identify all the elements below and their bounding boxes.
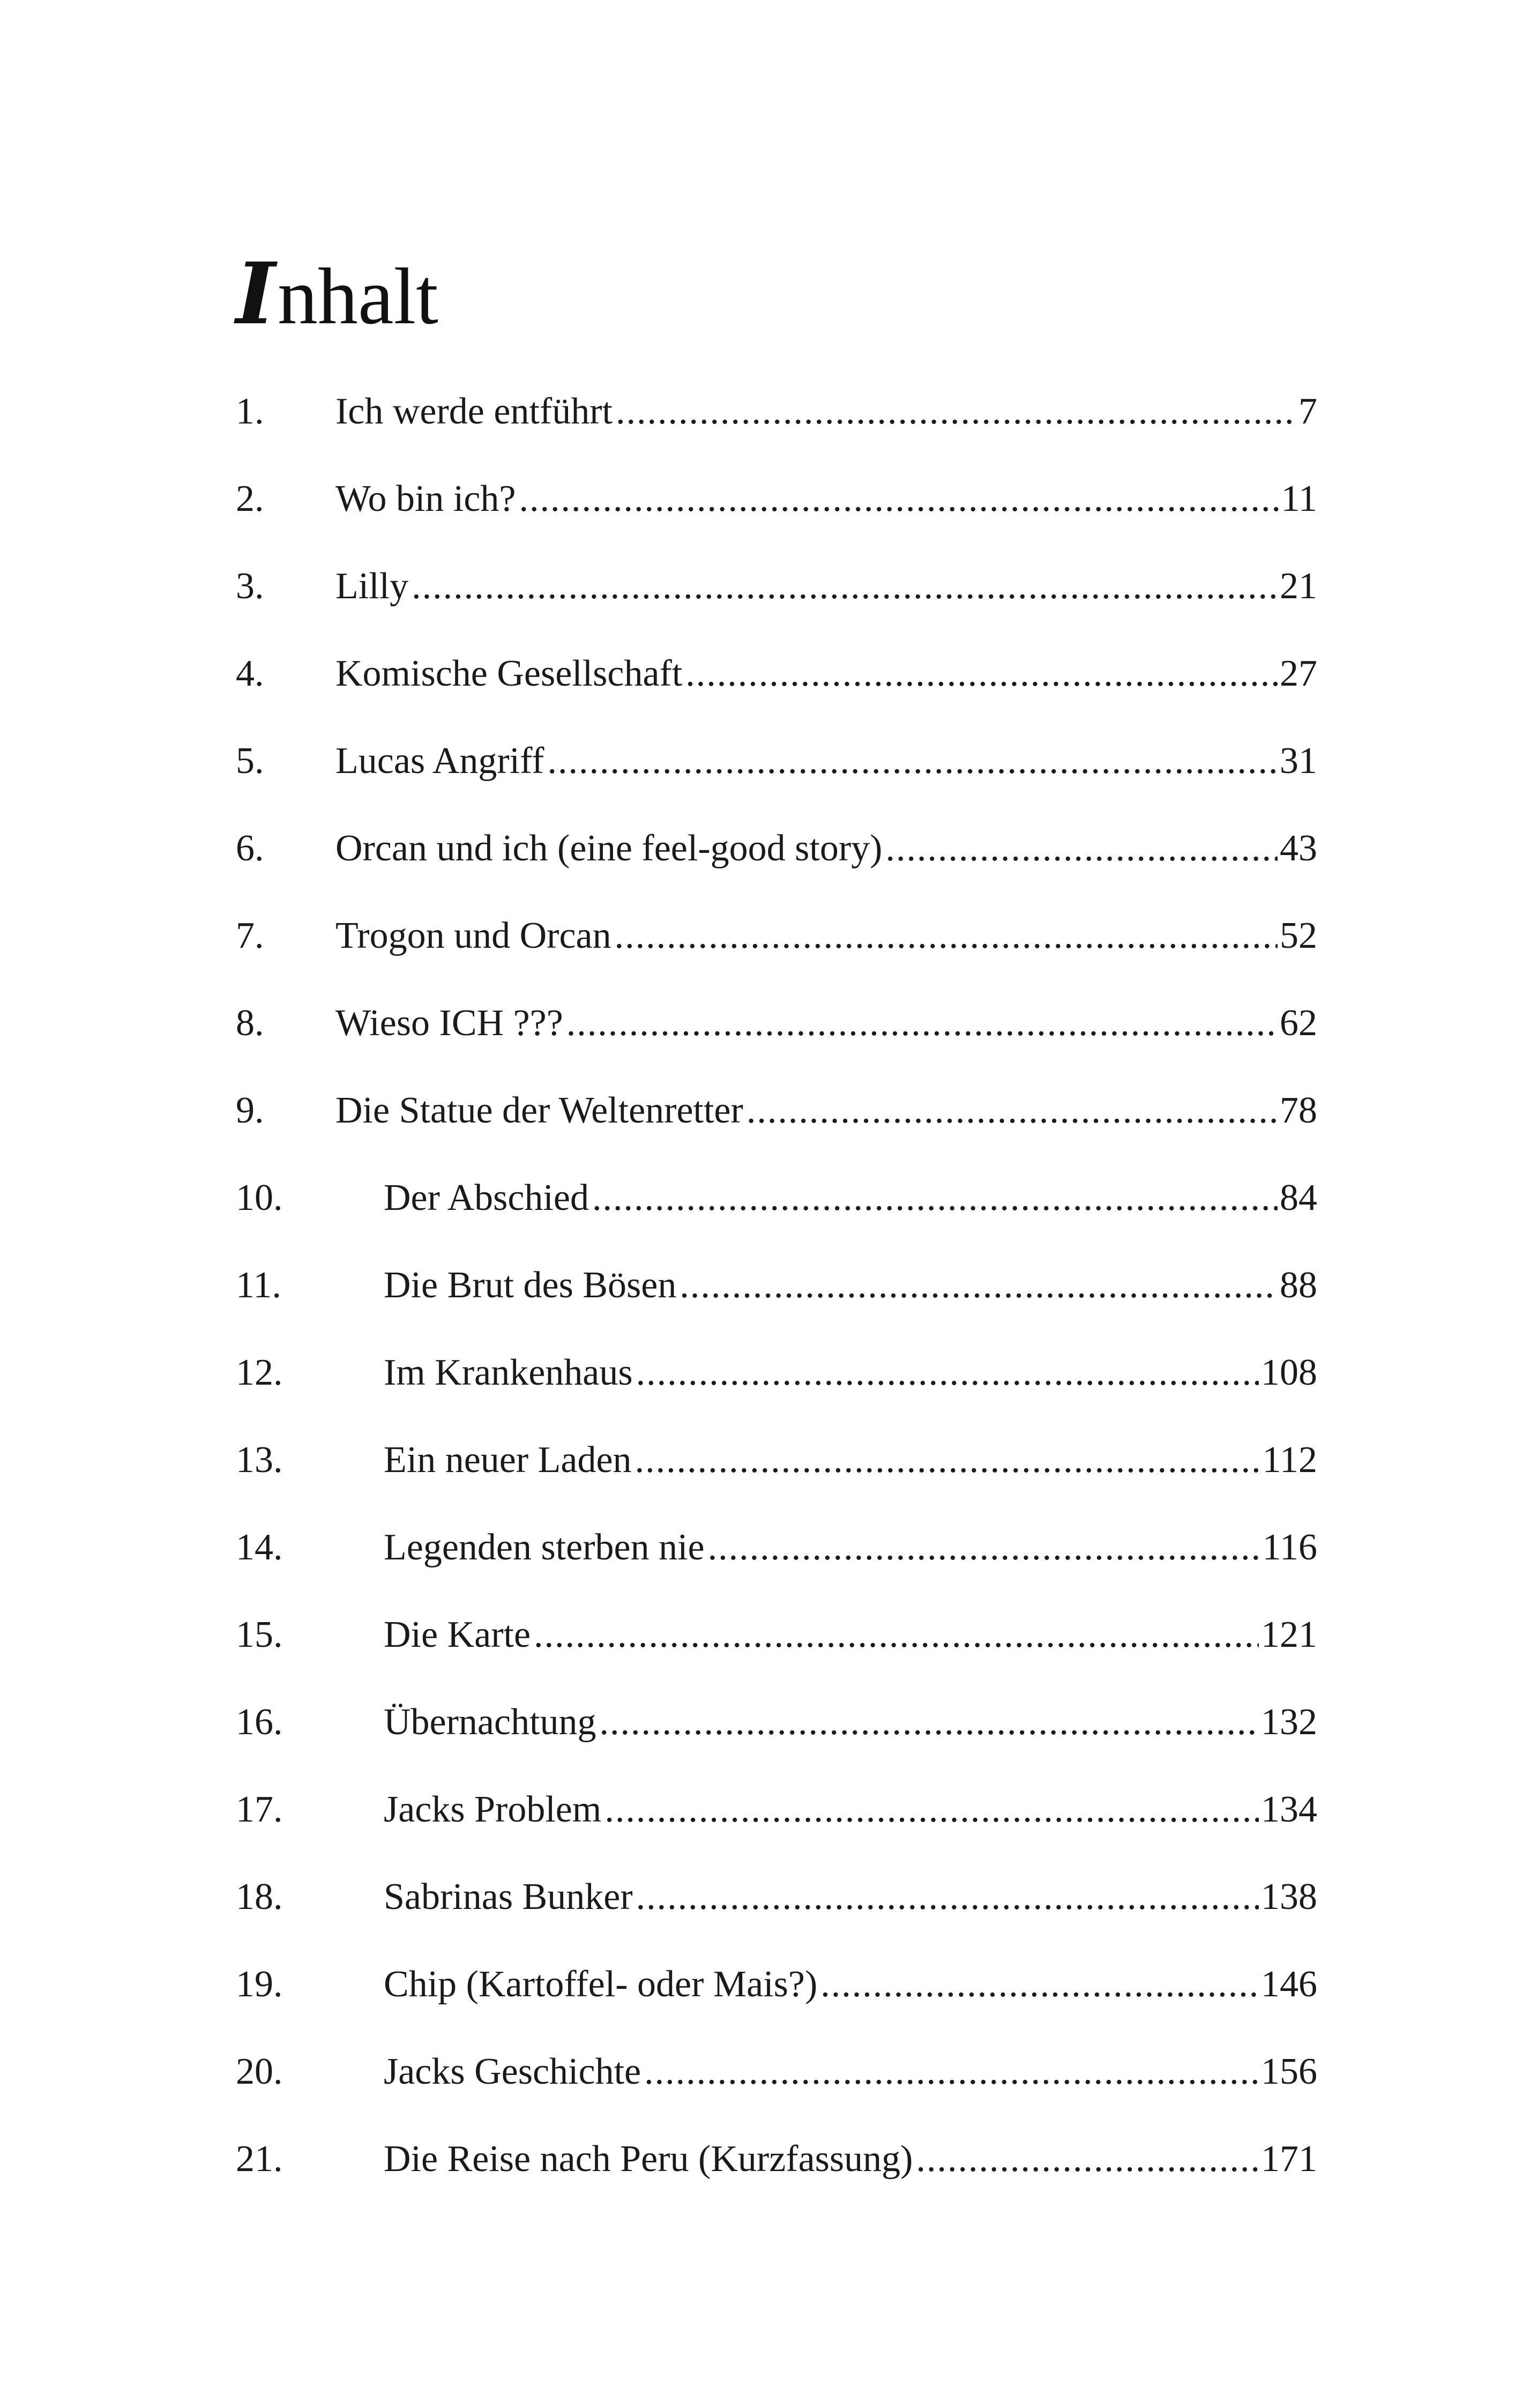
toc-entry-page-number: 78 xyxy=(1280,1090,1317,1131)
toc-dot-leader xyxy=(600,1697,1259,1748)
toc-entry-line xyxy=(384,1871,1317,1923)
toc-entry-line xyxy=(384,1522,1317,1573)
toc-entry-number: 3. xyxy=(236,566,264,607)
toc-entry-number: 11. xyxy=(236,1265,281,1306)
toc-entry-number: 18. xyxy=(236,1876,283,1918)
toc-entry-label: Ein neuer Laden xyxy=(384,1439,632,1481)
toc-entry-line xyxy=(335,910,1317,962)
toc-dot-leader xyxy=(644,2046,1259,2098)
toc-entry-number: 8. xyxy=(236,1002,264,1044)
toc-entry-line xyxy=(335,735,1317,787)
toc-entry-number: 7. xyxy=(236,915,264,956)
toc-entry-number: 10. xyxy=(236,1177,283,1218)
toc-entry-label: Lucas Angriff xyxy=(335,740,544,782)
toc-entry xyxy=(236,735,1317,823)
toc-entry xyxy=(236,1172,1317,1260)
toc-entry-page-number: 31 xyxy=(1280,740,1317,782)
toc-entry-line xyxy=(384,2134,1317,2185)
toc-entry-label: Der Abschied xyxy=(384,1177,589,1218)
toc-entry-line xyxy=(384,1347,1317,1399)
toc-entry xyxy=(236,2046,1317,2134)
toc-entry xyxy=(236,1871,1317,1959)
toc-entry-label: Trogon und Orcan xyxy=(335,915,611,956)
toc-entry-number: 5. xyxy=(236,740,264,782)
toc-entry-number: 12. xyxy=(236,1352,283,1393)
toc-entry-page-number: 27 xyxy=(1280,653,1317,694)
toc-entry-page-number: 138 xyxy=(1261,1876,1317,1918)
toc-entry xyxy=(236,823,1317,910)
toc-entry-page-number: 132 xyxy=(1261,1701,1317,1743)
toc-entry-line xyxy=(335,473,1317,525)
toc-entry-number: 16. xyxy=(236,1701,283,1743)
toc-entry-page-number: 7 xyxy=(1298,391,1317,432)
toc-entry-label: Wieso ICH ??? xyxy=(335,1002,563,1044)
toc-entry-number: 4. xyxy=(236,653,264,694)
toc-dot-leader xyxy=(519,473,1279,525)
toc-dot-leader xyxy=(916,2134,1259,2185)
toc-dot-leader xyxy=(820,1959,1259,2010)
toc-entry-page-number: 112 xyxy=(1262,1439,1317,1481)
toc-entry-label: Die Reise nach Peru (Kurzfassung) xyxy=(384,2138,913,2180)
toc-entry-line xyxy=(384,1697,1317,1748)
toc-entry-number: 2. xyxy=(236,478,264,519)
toc-dot-leader xyxy=(547,735,1278,787)
toc-entry-page-number: 108 xyxy=(1261,1352,1317,1393)
toc-entry-number: 13. xyxy=(236,1439,283,1481)
toc-entry-number: 20. xyxy=(236,2051,283,2092)
toc-entry xyxy=(236,1784,1317,1871)
toc-entry-label: Die Statue der Weltenretter xyxy=(335,1090,743,1131)
toc-dot-leader xyxy=(636,1871,1259,1923)
toc-entry-page-number: 146 xyxy=(1261,1964,1317,2005)
toc-entry-line xyxy=(384,1784,1317,1835)
toc-entry xyxy=(236,1347,1317,1435)
toc-entry-page-number: 156 xyxy=(1261,2051,1317,2092)
toc-entry-line xyxy=(335,823,1317,874)
toc-entry-page-number: 43 xyxy=(1280,828,1317,869)
toc-entry-label: Übernachtung xyxy=(384,1701,596,1743)
table-of-contents xyxy=(236,386,1317,2221)
toc-dot-leader xyxy=(885,823,1278,874)
toc-dot-leader xyxy=(680,1260,1278,1311)
toc-entry-label: Jacks Geschichte xyxy=(384,2051,641,2092)
toc-dot-leader xyxy=(615,910,1278,962)
toc-entry-label: Legenden sterben nie xyxy=(384,1527,705,1568)
toc-entry xyxy=(236,561,1317,648)
toc-entry xyxy=(236,1609,1317,1697)
toc-entry-line xyxy=(384,1609,1317,1661)
toc-entry-label: Orcan und ich (eine feel-good story) xyxy=(335,828,883,869)
toc-dot-leader xyxy=(685,648,1278,700)
toc-entry-number: 14. xyxy=(236,1527,283,1568)
toc-entry-label: Sabrinas Bunker xyxy=(384,1876,633,1918)
toc-entry-line xyxy=(384,1172,1317,1224)
toc-entry-line xyxy=(335,561,1317,612)
toc-entry-label: Chip (Kartoffel- oder Mais?) xyxy=(384,1964,818,2005)
toc-entry-label: Im Krankenhaus xyxy=(384,1352,633,1393)
toc-entry xyxy=(236,910,1317,998)
toc-entry-line xyxy=(335,648,1317,700)
toc-entry-label: Komische Gesellschaft xyxy=(335,653,683,694)
toc-entry xyxy=(236,386,1317,473)
toc-dot-leader xyxy=(566,998,1278,1049)
page-title xyxy=(236,244,438,344)
toc-entry xyxy=(236,1959,1317,2046)
toc-dot-leader xyxy=(604,1784,1259,1835)
toc-entry-label: Wo bin ich? xyxy=(335,478,516,519)
toc-entry-line xyxy=(384,2046,1317,2098)
toc-entry-page-number: 52 xyxy=(1280,915,1317,956)
toc-entry xyxy=(236,473,1317,561)
toc-entry-line xyxy=(335,998,1317,1049)
toc-entry-label: Ich werde entführt xyxy=(335,391,613,432)
toc-entry-number: 9. xyxy=(236,1090,264,1131)
toc-entry-page-number: 116 xyxy=(1262,1527,1317,1568)
toc-entry-number: 17. xyxy=(236,1789,283,1830)
toc-entry xyxy=(236,998,1317,1085)
toc-entry-label: Die Karte xyxy=(384,1614,531,1655)
toc-entry-label: Lilly xyxy=(335,566,409,607)
title-rest: nhalt xyxy=(277,252,438,341)
title-initial: I xyxy=(236,244,275,344)
toc-entry xyxy=(236,1435,1317,1522)
toc-entry xyxy=(236,1697,1317,1784)
toc-dot-leader xyxy=(592,1172,1278,1224)
toc-entry-label: Jacks Problem xyxy=(384,1789,602,1830)
toc-dot-leader xyxy=(412,561,1278,612)
toc-dot-leader xyxy=(636,1347,1259,1399)
toc-entry-line xyxy=(384,1435,1317,1486)
toc-entry xyxy=(236,2134,1317,2221)
toc-entry-line xyxy=(335,1085,1317,1136)
toc-entry-number: 6. xyxy=(236,828,264,869)
toc-entry xyxy=(236,1085,1317,1172)
toc-entry-label: Die Brut des Bösen xyxy=(384,1265,677,1306)
toc-dot-leader xyxy=(635,1435,1260,1486)
toc-entry xyxy=(236,1260,1317,1347)
toc-entry-page-number: 62 xyxy=(1280,1002,1317,1044)
toc-entry-number: 21. xyxy=(236,2138,283,2180)
toc-entry xyxy=(236,1522,1317,1609)
toc-entry-page-number: 134 xyxy=(1261,1789,1317,1830)
toc-entry-page-number: 11 xyxy=(1281,478,1317,519)
toc-dot-leader xyxy=(534,1609,1259,1661)
toc-entry-number: 15. xyxy=(236,1614,283,1655)
toc-entry-number: 1. xyxy=(236,391,264,432)
toc-entry-line xyxy=(335,386,1317,437)
toc-dot-leader xyxy=(708,1522,1260,1573)
toc-entry-page-number: 21 xyxy=(1280,566,1317,607)
toc-dot-leader xyxy=(616,386,1296,437)
toc-entry-line xyxy=(384,1260,1317,1311)
toc-entry-page-number: 88 xyxy=(1280,1265,1317,1306)
toc-entry-page-number: 171 xyxy=(1261,2138,1317,2180)
toc-entry-number: 19. xyxy=(236,1964,283,2005)
toc-entry xyxy=(236,648,1317,735)
toc-entry-page-number: 84 xyxy=(1280,1177,1317,1218)
toc-entry-page-number: 121 xyxy=(1261,1614,1317,1655)
toc-dot-leader xyxy=(746,1085,1278,1136)
toc-entry-line xyxy=(384,1959,1317,2010)
